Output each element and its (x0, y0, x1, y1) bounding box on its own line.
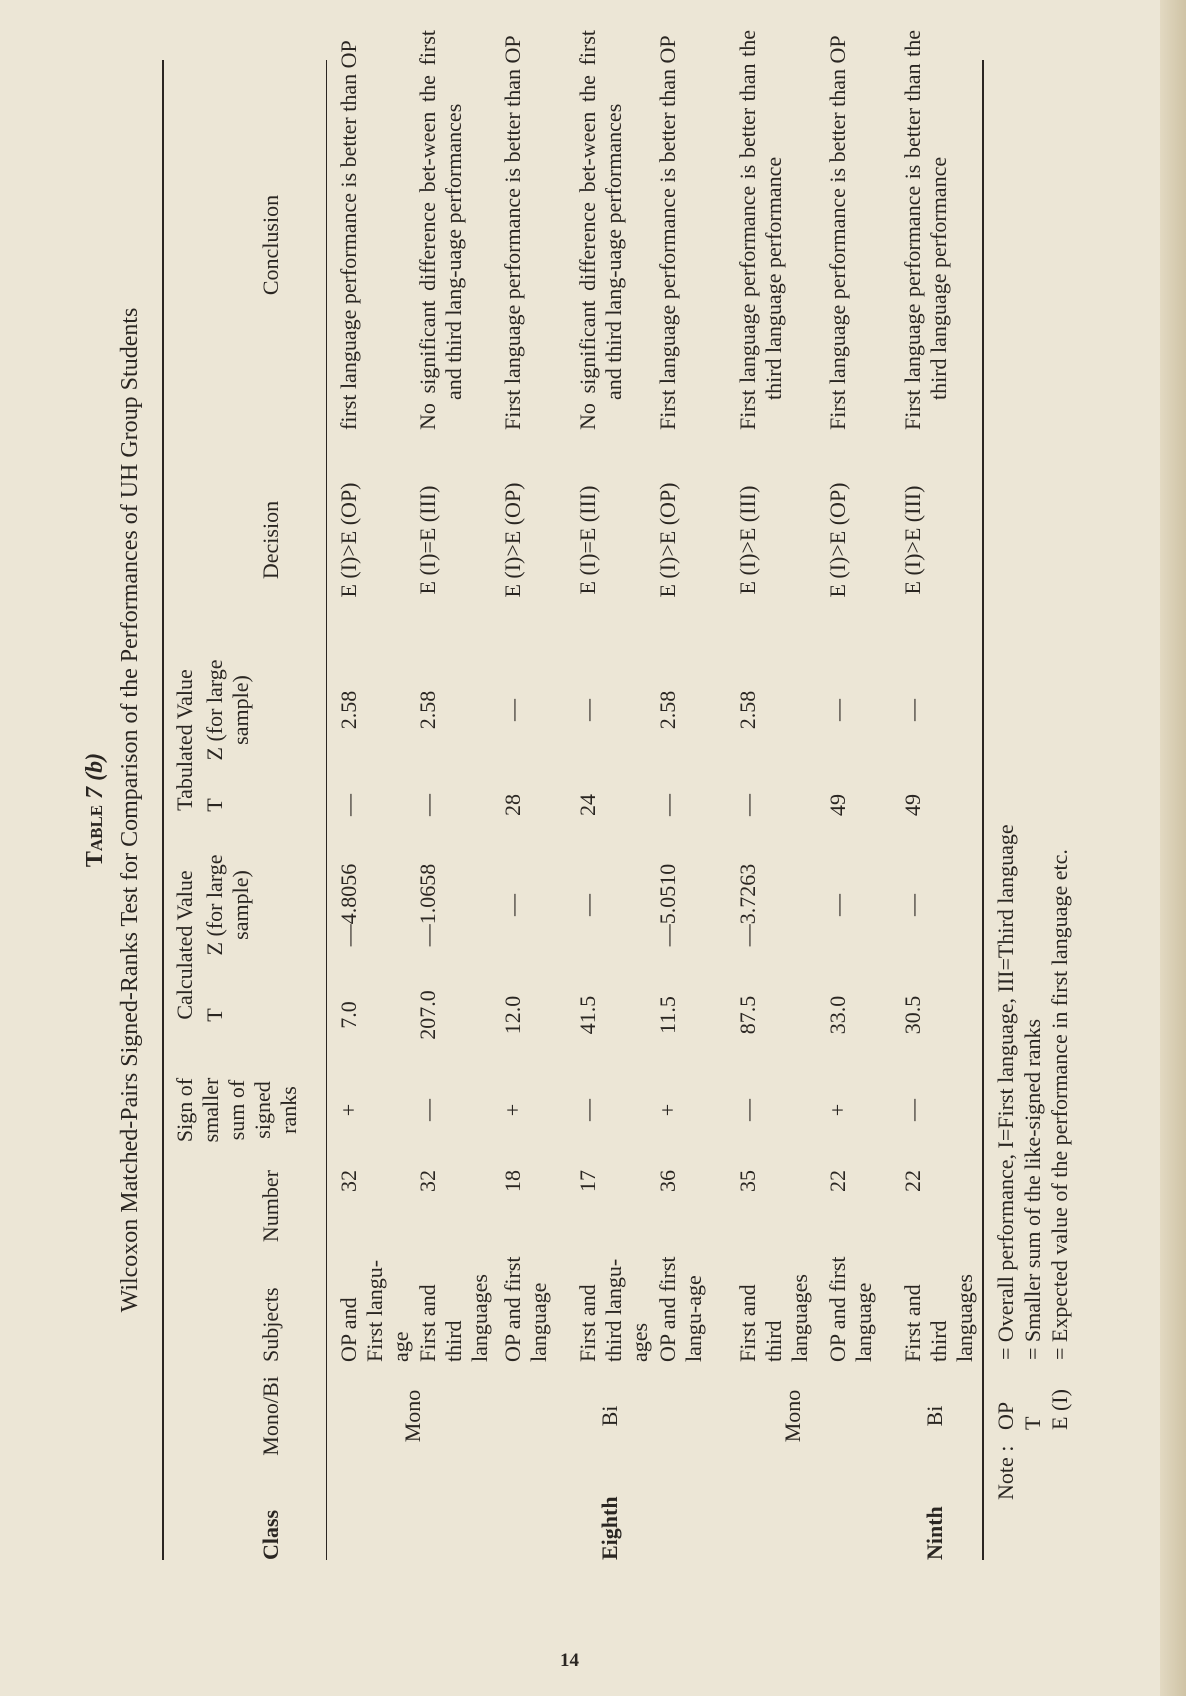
cell-number: 35 (735, 1170, 760, 1192)
note-line (1019, 824, 1046, 1500)
page-edge (1160, 0, 1186, 1696)
cell-z-calculated: — (575, 894, 600, 916)
cell-number: 22 (825, 1170, 850, 1192)
group-eighth-mono: Mono (400, 1389, 425, 1443)
cell-z-calculated: —3.7263 (735, 863, 760, 947)
cell-number: 36 (655, 1170, 680, 1192)
class-eighth: Eighth (597, 1496, 622, 1560)
header-calculated-value: Calculated Value (172, 870, 197, 1020)
cell-conclusion: No significant difference bet-ween the first and third lang-uage performances (415, 30, 466, 430)
cell-z-calculated: —1.0658 (415, 863, 440, 947)
cell-t-calculated: 30.5 (900, 995, 925, 1035)
table-title: Wilcoxon Matched-Pairs Signed-Ranks Test for Comparison of the Performances of UH Group Students (117, 307, 143, 1313)
table-label (80, 60, 110, 1560)
note-text: = Expected value of the performance in first language etc. (1047, 849, 1072, 1360)
cell-t-calculated: 11.5 (655, 996, 680, 1034)
cell-z-tabulated: — (825, 699, 850, 721)
header-conclusion: Conclusion (258, 194, 283, 296)
cell-number: 32 (336, 1170, 361, 1192)
header-mono-bi: Mono/Bi (258, 1376, 283, 1456)
cell-sign: — (575, 1099, 600, 1121)
cell-z-calculated: — (500, 894, 525, 916)
table-bottom-rule (982, 60, 984, 1560)
cell-decision: E (I)>E (III) (735, 485, 760, 595)
cell-subjects: First and third languages (415, 1274, 492, 1362)
header-tab-t: T (202, 798, 227, 812)
cell-number: 32 (415, 1170, 440, 1192)
cell-decision: E (I)>E (OP) (655, 482, 680, 598)
cell-t-tabulated: 28 (500, 794, 525, 816)
header-class: Class (258, 1509, 283, 1560)
cell-number: 17 (575, 1170, 600, 1192)
header-tabulated-value: Tabulated Value (172, 669, 197, 811)
cell-subjects: OP and First langu-age (336, 1259, 413, 1362)
header-tab-z: Z (for large sample) (202, 659, 253, 761)
cell-conclusion: first language performance is better than OP (336, 40, 361, 430)
cell-subjects: First and third languages (735, 1274, 812, 1362)
note-line (992, 824, 1019, 1500)
cell-t-tabulated: — (655, 794, 680, 816)
cell-z-tabulated: 2.58 (415, 690, 440, 730)
cell-t-calculated: 207.0 (415, 990, 440, 1040)
cell-sign: — (735, 1099, 760, 1121)
cell-t-calculated: 12.0 (500, 995, 525, 1035)
cell-t-calculated: 41.5 (575, 995, 600, 1035)
cell-decision: E (I)>E (OP) (336, 482, 361, 598)
page-number: 14 (560, 1650, 579, 1671)
table-label-number: 7 (b) (82, 752, 108, 799)
header-rule (326, 60, 327, 1560)
cell-decision: E (I)>E (OP) (500, 482, 525, 598)
cell-conclusion: No significant difference bet-ween the first and third lang-uage performances (575, 30, 626, 430)
cell-t-tabulated: 24 (575, 794, 600, 816)
cell-t-tabulated: 49 (825, 794, 850, 816)
cell-t-calculated: 33.0 (825, 995, 850, 1035)
cell-decision: E (I)=E (III) (415, 485, 440, 595)
note-prefix: Note : (993, 1445, 1018, 1500)
note-abbr: E (I) (1047, 1389, 1072, 1430)
note-abbr: T (1020, 1416, 1045, 1430)
cell-subjects: OP and first language (825, 1256, 876, 1362)
header-number: Number (258, 1170, 283, 1243)
cell-sign: — (900, 1099, 925, 1121)
cell-conclusion: First language performance is better than OP (500, 35, 525, 430)
class-ninth: Ninth (922, 1506, 947, 1560)
note-text: = Smaller sum of the like-signed ranks (1020, 1018, 1045, 1360)
cell-subjects: First and third langu-ages (575, 1258, 652, 1362)
header-decision: Decision (258, 500, 283, 580)
group-ninth-mono: Mono (780, 1389, 805, 1443)
note-abbr: OP (993, 1401, 1018, 1430)
cell-conclusion: First language performance is better than OP (825, 35, 850, 430)
cell-sign: + (500, 1103, 525, 1117)
table-caption (80, 60, 146, 1560)
cell-z-tabulated: — (575, 699, 600, 721)
cell-decision: E (I)=E (III) (575, 485, 600, 595)
table-label-word: Table (82, 804, 108, 868)
cell-conclusion: First language performance is better than the third language performance (900, 30, 951, 430)
cell-z-calculated: — (825, 894, 850, 916)
cell-t-tabulated: — (735, 794, 760, 816)
cell-z-tabulated: 2.58 (655, 690, 680, 730)
group-eighth-bi: Bi (597, 1405, 622, 1427)
cell-t-tabulated: 49 (900, 794, 925, 816)
table-top-rule (162, 60, 164, 1560)
cell-number: 18 (500, 1170, 525, 1192)
header-calc-t: T (202, 1008, 227, 1022)
cell-z-tabulated: 2.58 (735, 690, 760, 730)
cell-z-tabulated: — (900, 699, 925, 721)
cell-z-calculated: —5.0510 (655, 863, 680, 947)
note-text: = Overall performance, I=First language, III=Third language (993, 824, 1018, 1360)
cell-t-calculated: 7.0 (336, 1001, 361, 1029)
note-line (1046, 824, 1073, 1500)
cell-sign: — (415, 1099, 440, 1121)
group-ninth-bi: Bi (922, 1405, 947, 1427)
cell-z-tabulated: — (500, 699, 525, 721)
table-notes (992, 824, 1073, 1500)
rotated-table-page (80, 30, 1080, 1560)
cell-conclusion: First language performance is better than the third language performance (735, 30, 786, 430)
header-subjects: Subjects (258, 1287, 283, 1362)
cell-subjects: First and third languages (900, 1274, 977, 1362)
cell-sign: + (336, 1103, 361, 1117)
cell-subjects: OP and first language (500, 1256, 551, 1362)
cell-z-calculated: — (900, 894, 925, 916)
cell-decision: E (I)>E (OP) (825, 482, 850, 598)
cell-sign: + (825, 1103, 850, 1117)
cell-conclusion: First language performance is better than OP (655, 35, 680, 430)
cell-sign: + (655, 1103, 680, 1117)
cell-number: 22 (900, 1170, 925, 1192)
header-calc-z: Z (for large sample) (202, 854, 253, 956)
header-sign: Sign of smaller sum of signed ranks (172, 1077, 301, 1143)
cell-subjects: OP and first langu-age (655, 1256, 706, 1362)
cell-z-tabulated: 2.58 (336, 690, 361, 730)
cell-t-tabulated: — (336, 794, 361, 816)
cell-t-calculated: 87.5 (735, 995, 760, 1035)
cell-decision: E (I)>E (III) (900, 485, 925, 595)
cell-t-tabulated: — (415, 794, 440, 816)
cell-z-calculated: —4.8056 (336, 863, 361, 947)
